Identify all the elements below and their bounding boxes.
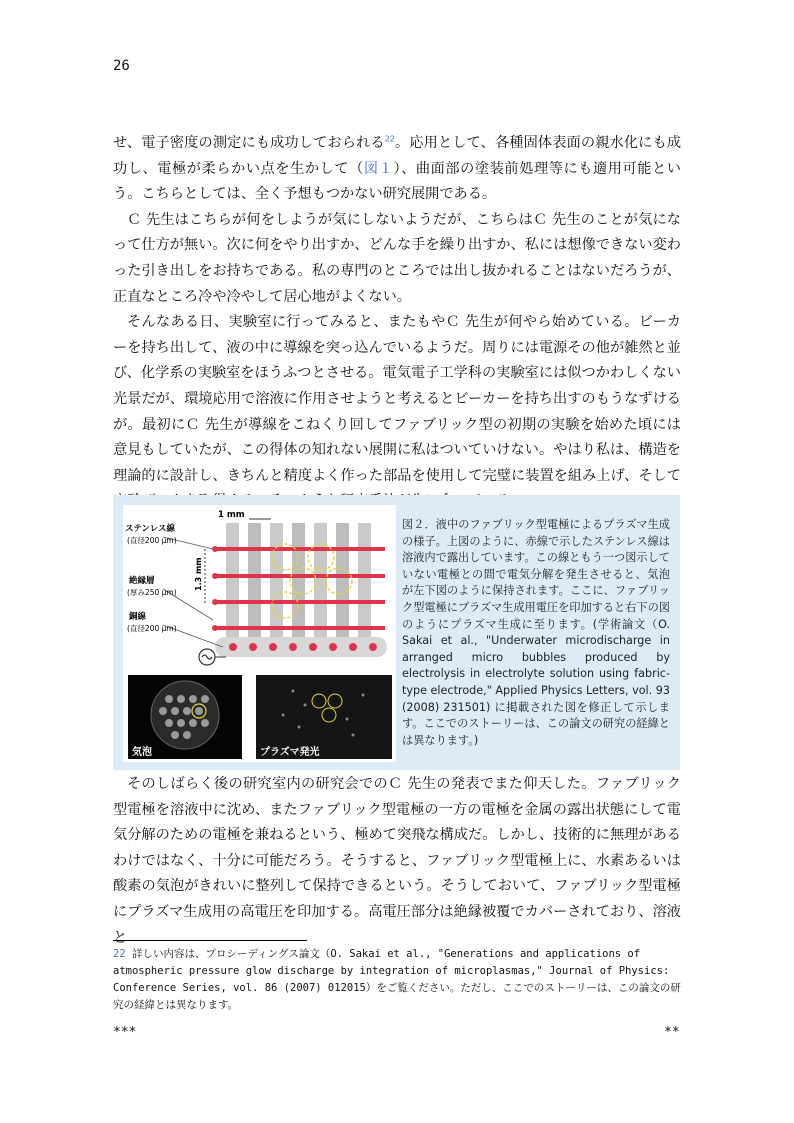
label-1mm: 1 mm xyxy=(218,510,245,520)
stars-left: *** xyxy=(113,1025,137,1040)
footnote-divider xyxy=(113,940,307,941)
label-1-3mm: 1.3 mm xyxy=(194,557,203,591)
figure-2 xyxy=(113,495,680,770)
label-copper-sub: (直径200 μm) xyxy=(127,624,177,633)
label-bubbles: 気泡 xyxy=(132,747,152,758)
label-insulator: 絶縁層 xyxy=(129,576,155,586)
figure-2-image xyxy=(123,505,396,762)
label-plasma: プラズマ発光 xyxy=(260,747,320,758)
footnote-text: 詳しい内容は、プロシーディングス論文（O. Sakai et al., "Generations and applications of atmospheric pressure glow discharge by integration of microplasmas," Journal of Physics: Conference Series, vol. 86 (2007) 012015）をご覧ください。ただし、ここでのストーリーは、この論文の研究の経緯とは異なります。 xyxy=(113,948,681,1011)
text-block-bottom xyxy=(113,772,681,951)
paragraph-1: せ、電子密度の測定にも成功しておられる$^{22}$。応用として、各種固体表面の親水化にも成功し、電極が柔らかい点を生かして（図１）、曲面部の塗装前処理等にも適用可能という。こちらとしては、全く予想もつかない研究展開である。 xyxy=(113,134,682,203)
paragraph-3: そんなある日、実験室に行ってみると、またもやＣ 先生が何やら始めている。ビーカーを持ち出して、液の中に導線を突っ込んでいるようだ。周りには電源その他が雑然と並び、化学系の実験室をほうふつとさせる。電気電子工学科の実験室には似つかわしくない光景だが、環境応用で溶液に作用させようと考えるとビーカーを持ち出すのもうなずけるが。最初にＣ 先生が導線をこねくり回してファブリック型の初期の実験を始めた頃には意見もしていたが、この得体の知れない展開に私はついていけない。やはり私は、構造を理論的に設計し、きちんと精度よく作った部品を使用して完璧に装置を組み上げ、そして xyxy=(113,314,681,484)
paragraph-2: Ｃ 先生はこちらが何をしようが気にしないようだが、こちらはＣ 先生のことが気になって仕方が無い。次に何をやり出すか、どんな手を繰り出すか、私には想像できない変わった引き出しをお持ちである。私の専門のところでは出し抜かれることはないだろうが、正直なところ冷や冷やして居心地がよくない。 xyxy=(113,211,681,305)
footnote-number: 22 xyxy=(113,948,126,960)
label-insulator-sub: (厚み250 μm) xyxy=(127,588,177,597)
footnote-22 xyxy=(113,946,681,1014)
footnote-ref-22[interactable]: 22 xyxy=(384,134,395,144)
stars-right: ** xyxy=(664,1025,680,1040)
label-copper: 銅線 xyxy=(129,612,147,622)
page-number: 26 xyxy=(113,58,130,74)
bottom-electrode-row xyxy=(215,637,387,657)
figure-1-link[interactable]: 図１ xyxy=(363,160,394,177)
figure-2-caption: 図２．液中のファブリック型電極によるプラズマ生成の様子。上図のように、赤線で示したステンレス線は溶液内で露出しています。この線ともう一つ図示していない電極との間で電気分解を発生させると、気泡が左下図のように保持されます。ここに、ファブリック型電極にプラズマ生成用電圧を印加すると右下の図のようにプラズマ生成に至ります。(学術論文（O. Sakai et al., "Underwater microdischarge in arranged micro bubbles produced by electrolysis in electrolyte solution using fabric-type electrode," Applied Physics Letters, vol. 93 (2008) 231501) に掲載された図を修正して示します。ここでのストーリーは、この論文の研究の経緯とは異なります。) xyxy=(402,518,670,747)
text-block-top xyxy=(113,131,681,515)
fabric-electrode-diagram xyxy=(123,505,396,762)
paragraph-4: そのしばらく後の研究室内の研究会でのＣ 先生の発表でまた仰天した。ファブリック型電極を溶液中に沈め、またファブリック型電極の一方の電極を金属の露出状態にして電気分解のための電極を兼ねるという、極めて突飛な構成だ。しかし、技術的に無理があるわけではなく、十分に可能だろう。そうすると、ファブリック型電極上に、水素あるいは酸素の気泡がきれいに整列して保持できるという。そうしておいて、ファブリック型電極にプラズマ生成用の高電圧を印加する。高電圧部分は絶縁被覆でカバーされており、溶液と xyxy=(113,776,681,946)
label-steel-sub: (直径200 μm) xyxy=(127,536,177,545)
label-steel: ステンレス線 xyxy=(125,524,175,534)
